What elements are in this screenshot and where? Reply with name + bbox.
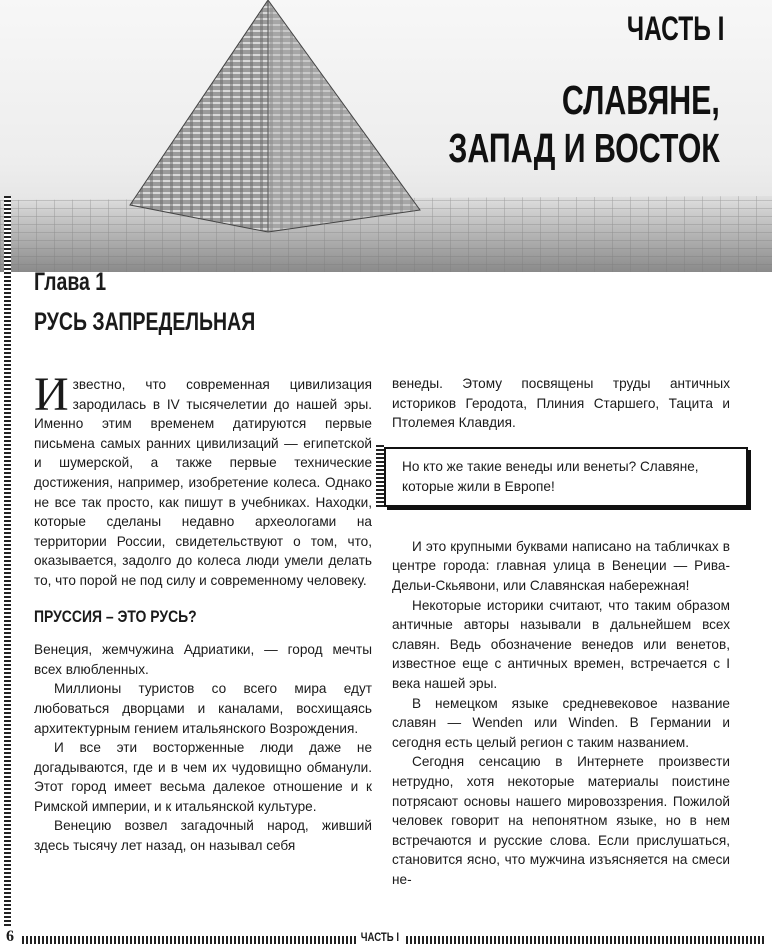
paragraph: Некоторые историки считают, что таким образом античные авторы называли в дальнейшем всех славян. Ведь обозначение венедов или венетов, известное еще с античных времен, встречается с I века нашей эры. (392, 597, 730, 691)
part-title-line2: ЗАПАД И ВОСТОК (448, 125, 720, 171)
paragraph: И все эти восторженные люди даже не догадываются, где и в чем их чудовищно обманули. Этот город имеет весьма далекое отношение и к Римской империи, и к итальянской культуре. (34, 740, 372, 814)
part-title-line1: СЛАВЯНЕ, (562, 77, 720, 123)
part-title (449, 76, 720, 172)
chapter-title: РУСЬ ЗАПРЕДЕЛЬНАЯ (34, 308, 256, 336)
drop-cap: И (34, 368, 69, 421)
paragraph: И это крупными буквами написано на табличках в центре города: главная улица в Венеции — Рива-Дельи-Скьявони, или Славянская набережная! (392, 538, 730, 593)
intro-text: звестно, что современная цивилизация зародилась в IV тысячелетии до нашей эры. Именно этим временем датируются первые письмена самых ранних цивилизаций — египетской и шумерской, а также первые технические достижения, например, изобретение колеса. Однако не все так просто, как пишут в учебниках. Находки, которые сделаны недавно археологами на территории России, свидетельствуют о том, что, оказывается, задолго до колеса люди умели делать то, что порой не под силу и современному человеку. (34, 377, 372, 588)
intro-paragraph (34, 368, 372, 591)
page-number: 6 (6, 928, 14, 945)
right-column (392, 374, 730, 889)
paragraph: Миллионы туристов со всего мира едут любоваться дворцами и каналами, восхищаясь архитектурным гением итальянского Возрождения. (34, 681, 372, 736)
running-head: ЧАСТЬ I (356, 930, 404, 944)
left-column (34, 368, 372, 856)
left-decorative-rule (4, 196, 11, 936)
paragraph: Сегодня сенсацию в Интернете произвести нетрудно, хотя некоторые материалы поистине потрясают основы нашего мировоззрения. Пожилой человек говорит на непонятном языке, но в нем встречаются и русские слова. Если прислушаться, становится ясно, что мужчина изъясняется на смеси не- (392, 754, 730, 887)
paragraph: В немецком языке средневековое название славян — Wenden или Winden. В Германии и сегодня есть целый регион с таким названием. (392, 695, 730, 750)
part-label: ЧАСТЬ I (626, 10, 724, 48)
paragraph: Венеция, жемчужина Адриатики, — город мечты всех влюбленных. (34, 642, 372, 677)
paragraph: венеды. Этому посвящены труды античных историков Геродота, Плиния Старшего, Тацита и Птолемея Клавдия. (392, 376, 730, 431)
paragraph: Венецию возвел загадочный народ, живший здесь тысячу лет назад, он называл себя (34, 818, 372, 854)
header-illustration (0, 0, 772, 272)
section-heading: ПРУССИЯ – ЭТО РУСЬ? (34, 606, 197, 626)
chapter-number: Глава 1 (34, 268, 107, 296)
callout-box: Но кто же такие венеды или венеты? Славяне, которые жили в Европе! (384, 447, 748, 507)
